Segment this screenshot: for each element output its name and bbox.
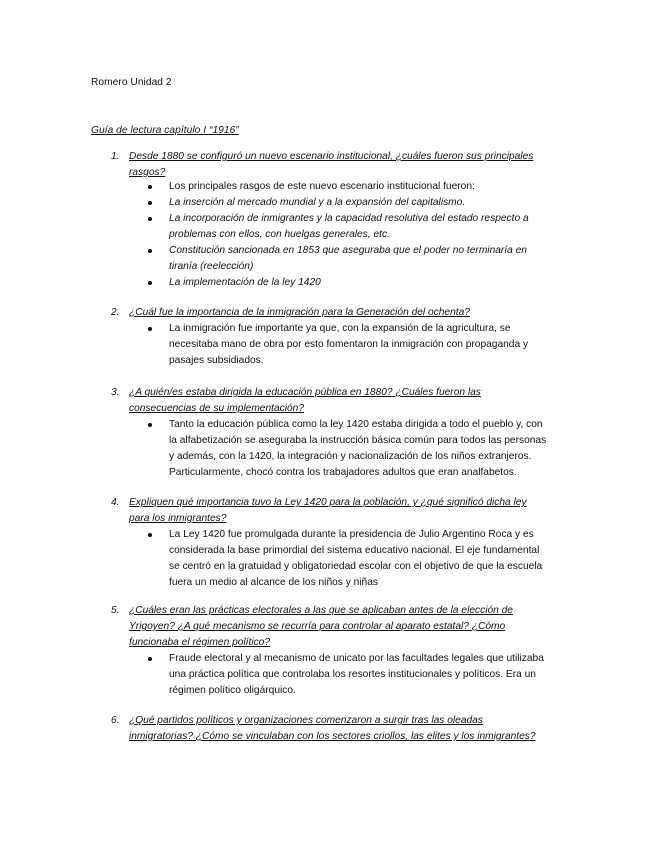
answer-text: se centró en la gratuidad y obligatoriedad escolar con el objetivo de que la escuela bbox=[169, 561, 543, 572]
question-text: ¿Cuál fue la importancia de la inmigración para la Generación del ochenta? bbox=[129, 307, 470, 318]
answer-text: La incorporación de inmigrantes y la capacidad resolutiva del estado respecto a bbox=[169, 213, 529, 224]
answer-text: La implementación de la ley 1420 bbox=[169, 277, 321, 288]
question-text: Expliquen qué importancia tuvo la Ley 1420 para la población, y ¿qué significó dicha ley bbox=[129, 497, 527, 508]
answer-text: problemas con ellos, con huelgas generales, etc. bbox=[169, 229, 390, 240]
answer-text: Fraude electoral y al mecanismo de unicato por las facultades legales que utilizaba bbox=[169, 653, 544, 664]
question-number: 3. bbox=[111, 387, 120, 398]
bullet-icon bbox=[148, 327, 152, 331]
question-text: ¿A quién/es estaba dirigida la educación pública en 1880? ¿Cuáles fueron las bbox=[129, 387, 481, 398]
answer-text: la alfabetización se aseguraba la instrucción básica común para todos las personas bbox=[169, 435, 547, 446]
bullet-icon bbox=[148, 657, 152, 661]
document-title: Romero Unidad 2 bbox=[91, 77, 172, 88]
question-number: 1. bbox=[111, 151, 120, 162]
question-number: 2. bbox=[111, 307, 120, 318]
answer-text: régimen político oligárquico. bbox=[169, 685, 296, 696]
answer-text: Tanto la educación pública como la ley 1420 estaba dirigida a todo el pueblo y, con bbox=[169, 419, 543, 430]
question-text: Desde 1880 se configuró un nuevo escenario institucional, ¿cuáles fueron sus principales bbox=[129, 151, 534, 162]
answer-text: La Ley 1420 fue promulgada durante la presidencia de Julio Argentino Roca y es bbox=[169, 529, 534, 540]
bullet-icon bbox=[148, 533, 152, 537]
answer-text: Particularmente, chocó contra los trabajadores adultos que eran analfabetos. bbox=[169, 467, 517, 478]
answer-text: considerada la base primordial del sistema educativo nacional. El eje fundamental bbox=[169, 545, 540, 556]
answer-text: fuera un medio al alcance de los niños y niñas bbox=[169, 577, 378, 588]
question-text: inmigratorias? ¿Cómo se vinculaban con los sectores criollos, las elites y los inmigrantes? bbox=[129, 731, 536, 742]
bullet-icon bbox=[148, 201, 152, 205]
question-text: ¿Cuáles eran las prácticas electorales a las que se aplicaban antes de la elección de bbox=[129, 605, 513, 616]
question-text: Yrigoyen? ¿A qué mecanismo se recurría para controlar al aparato estatal? ¿Cómo bbox=[129, 621, 506, 632]
guide-title: Guía de lectura capítulo I “1916” bbox=[91, 125, 239, 136]
bullet-icon bbox=[148, 217, 152, 221]
answer-text: pasajes subsidiados. bbox=[169, 355, 264, 366]
bullet-icon bbox=[148, 249, 152, 253]
bullet-icon bbox=[148, 423, 152, 427]
answer-text: La inserción al mercado mundial y a la expansión del capitalismo. bbox=[169, 197, 466, 208]
question-text: para los inmigrantes? bbox=[129, 513, 227, 524]
question-number: 6. bbox=[111, 715, 120, 726]
answer-text: La inmigración fue importante ya que, con la expansión de la agricultura, se bbox=[169, 323, 511, 334]
question-text: consecuencias de su implementación? bbox=[129, 403, 304, 414]
answer-text: y además, con la 1420, la integración y nacionalización de los niños extranjeros. bbox=[169, 451, 532, 462]
bullet-icon bbox=[148, 185, 152, 189]
answer-text: Constitución sancionada en 1853 que aseguraba que el poder no terminaría en bbox=[169, 245, 527, 256]
question-number: 4. bbox=[111, 497, 120, 508]
question-number: 5. bbox=[111, 605, 120, 616]
bullet-icon bbox=[148, 281, 152, 285]
answer-text: una práctica política que controlaba los resortes institucionales y políticos. Era un bbox=[169, 669, 536, 680]
question-text: funcionaba el régimen político? bbox=[129, 637, 271, 648]
answer-text: Los principales rasgos de este nuevo escenario institucional fueron: bbox=[169, 181, 475, 192]
answer-text: necesitaba mano de obra por esto fomentaron la inmigración con propaganda y bbox=[169, 339, 529, 350]
question-text: rasgos? bbox=[129, 167, 166, 178]
answer-text: tiranía (reelección) bbox=[169, 261, 254, 272]
question-text: ¿Qué partidos políticos y organizaciones comenzaron a surgir tras las oleadas bbox=[129, 715, 483, 726]
